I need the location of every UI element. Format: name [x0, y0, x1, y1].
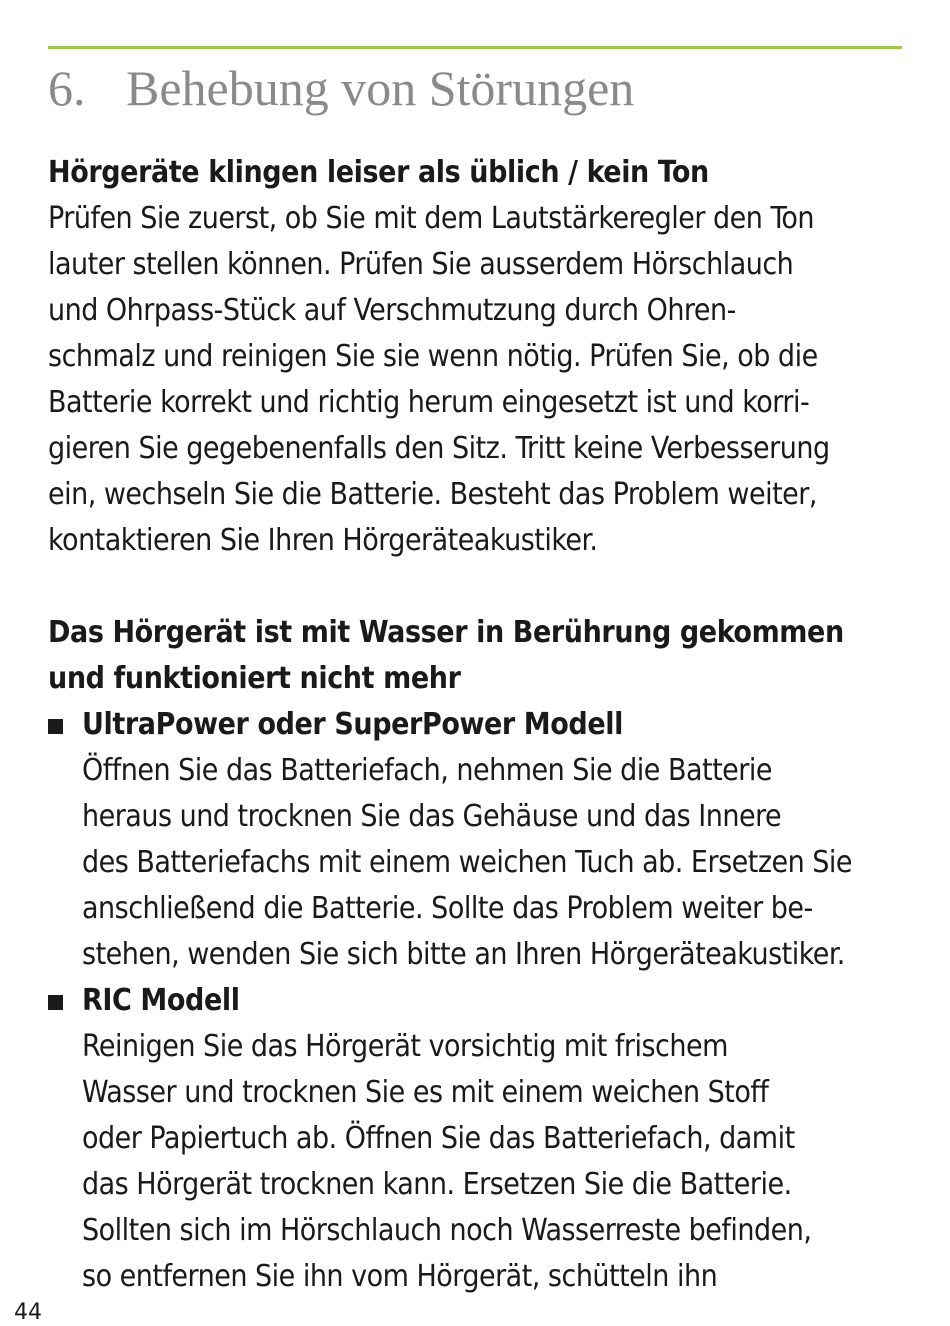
- body-line: ein, wechseln Sie die Batterie. Besteht das Problem weiter,: [48, 477, 817, 512]
- bullet-item-ultrapower: [48, 702, 908, 978]
- body-line: heraus und trocknen Sie das Gehäuse und das Innere: [82, 799, 782, 834]
- chapter-title: [48, 58, 634, 118]
- page-number: 44: [14, 1300, 42, 1325]
- body-line: anschließend die Batterie. Sollte das Problem weiter be-: [82, 891, 813, 926]
- section-heading: [48, 150, 908, 196]
- body-line: und Ohrpass-Stück auf Verschmutzung durch Ohren-: [48, 293, 736, 328]
- section-spacer: [48, 564, 908, 610]
- body-line: lauter stellen können. Prüfen Sie ausserdem Hörschlauch: [48, 247, 794, 282]
- page-content: [48, 150, 908, 1300]
- bullet-title: RIC Modell: [82, 983, 240, 1018]
- section-heading-line: und funktioniert nicht mehr: [48, 661, 461, 696]
- chapter-number: 6.: [48, 60, 86, 116]
- body-line: Wasser und trocknen Sie es mit einem weichen Stoff: [82, 1075, 769, 1110]
- body-line: oder Papiertuch ab. Öffnen Sie das Batteriefach, damit: [82, 1121, 795, 1156]
- manual-page: [48, 0, 908, 1325]
- body-line: Reinigen Sie das Hörgerät vorsichtig mit frischem: [82, 1029, 728, 1064]
- body-line: Öffnen Sie das Batteriefach, nehmen Sie die Batterie: [82, 753, 772, 788]
- section-wasser: [48, 610, 908, 1300]
- body-line: des Batteriefachs mit einem weichen Tuch ab. Ersetzen Sie: [82, 845, 853, 880]
- body-line: kontaktieren Sie Ihren Hörgeräteakustiker.: [48, 523, 598, 558]
- bullet-title: UltraPower oder SuperPower Modell: [82, 707, 623, 742]
- section-leiser-kein-ton: [48, 150, 908, 564]
- body-line: schmalz und reinigen Sie sie wenn nötig. Prüfen Sie, ob die: [48, 339, 818, 374]
- section-heading: [48, 610, 908, 702]
- body-line: Batterie korrekt und richtig herum eingesetzt ist und korri-: [48, 385, 810, 420]
- body-line: das Hörgerät trocknen kann. Ersetzen Sie die Batterie.: [82, 1167, 792, 1202]
- bullet-item-ric: [48, 978, 908, 1300]
- square-bullet-icon: [48, 995, 63, 1010]
- body-line: stehen, wenden Sie sich bitte an Ihren Hörgeräteakustiker.: [82, 937, 845, 972]
- section-heading-line: Das Hörgerät ist mit Wasser in Berührung gekommen: [48, 615, 844, 650]
- header-rule: [48, 46, 902, 49]
- body-line: gieren Sie gegebenenfalls den Sitz. Tritt keine Verbesserung: [48, 431, 830, 466]
- body-line: so entfernen Sie ihn vom Hörgerät, schütteln ihn: [82, 1259, 718, 1294]
- body-line: Sollten sich im Hörschlauch noch Wasserreste befinden,: [82, 1213, 812, 1248]
- section-body: [48, 196, 908, 564]
- section-heading-line: Hörgeräte klingen leiser als üblich / kein Ton: [48, 155, 709, 190]
- square-bullet-icon: [48, 719, 63, 734]
- chapter-title-text: Behebung von Störungen: [126, 60, 635, 116]
- body-line: Prüfen Sie zuerst, ob Sie mit dem Lautstärkeregler den Ton: [48, 201, 814, 236]
